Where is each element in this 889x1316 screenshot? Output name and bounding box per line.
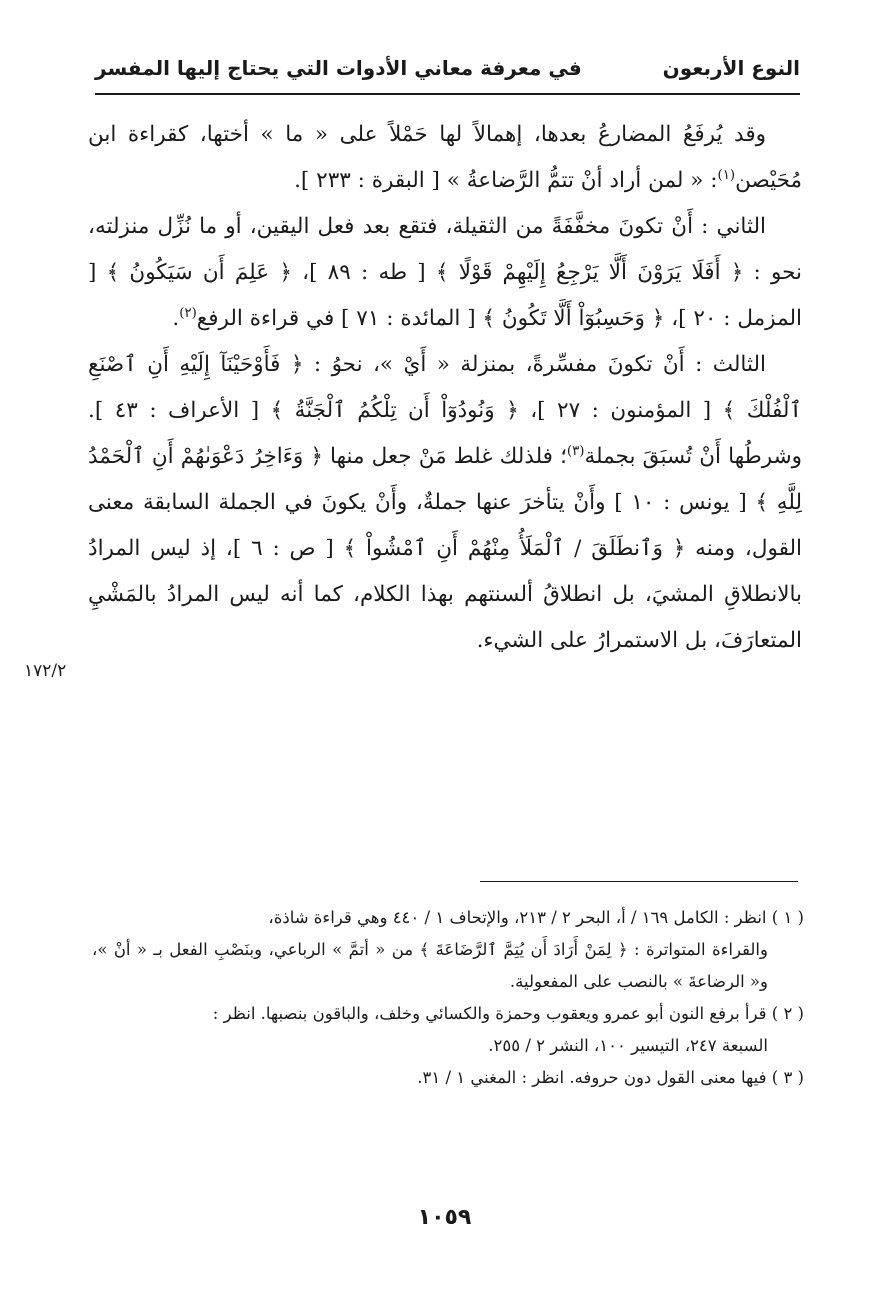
footnotes xyxy=(92,902,804,1094)
header-chapter-title: النوع الأربعون xyxy=(662,56,800,80)
footnote-1: ( ١ ) انظر : الكامل ١٦٩ / أ، البحر ٢ / ٢١٣، والإتحاف ١ / ٤٤٠ وهي قراءة شاذة، xyxy=(268,908,804,927)
footnote-ref-1[interactable]: (١) xyxy=(717,167,736,183)
footnote-1-continued: والقراءة المتواترة : ﴿ لِمَنْ أَرَادَ أَن يُتِمَّ ٱلرَّضَاعَةَ ﴾ من « أتمَّ » الرباعي، وبنَصْبِ الفعل بـ « أنْ »، و« الرضاعةَ » بالنصب على المفعولية. xyxy=(92,940,768,991)
header-section-title: في معرفة معاني الأدوات التي يحتاج إليها المفسر xyxy=(95,56,582,80)
paragraph-3: الثالث : أَنْ تكونَ مفسِّرةً، بمنزلة « أَيْ »، نحوُ : ﴿ فَأَوْحَيْنَآ إِلَيْهِ أَنِ ٱصْنَعِ ٱلْفُلْكَ ﴾ [ المؤمنون : ٢٧ ]، ﴿ وَنُودُوٓاْ أَن تِلْكُمُ ٱلْجَنَّةُ ﴾ [ الأعراف : ٤٣ ]. وشرطُها أَنْ تُسبَقَ بجملة$^{(٣)}$؛ فلذلك غلط مَنْ جعل منها ﴿ وَءَاخِرُ دَعْوَىٰهُمْ أَنِ ٱلْحَمْدُ لِلَّهِ ﴾ [ يونس : ١٠ ] وأَنْ يتأخرَ عنها جملةٌ، وأَنْ يكونَ في الجملة السابقة معنى القول، ومنه ﴿ وَٱنطَلَقَ / ٱلْمَلَأُ مِنْهُمْ أَنِ ٱمْشُواْ ﴾ [ ص : ٦ ]، إذ ليس المرادُ بالانطلاقِ المشيَ، بل انطلاقُ ألسنتهم بهذا الكلام، كما أنه ليس المرادُ بالمَشْيِ المتعارَفَ، بل الاستمرارُ على الشيء. xyxy=(88,352,803,653)
footnote-2: ( ٢ ) قرأ برفع النون أبو عمرو ويعقوب وحمزة والكسائي وخلف، والباقون بنصبها. انظر : xyxy=(212,1004,804,1023)
footnote-3-number: ( ٣ ) xyxy=(771,1068,804,1087)
footnote-ref-3[interactable]: (٣) xyxy=(566,443,585,459)
footnote-2-continued: السبعة ٢٤٧، التيسير ١٠٠، النشر ٢ / ٢٥٥. xyxy=(488,1036,768,1055)
main-text xyxy=(88,112,802,664)
paragraph-1: وقد يُرفَعُ المضارعُ بعدها، إهمالاً لها حَمْلاً على « ما » أختها، كقراءة ابن مُحَيْصن$^{(١)}$: « لمن أراد أنْ تتمُّ الرَّضاعةُ » [ البقرة : ٢٣٣ ]. xyxy=(88,122,802,193)
footnote-rule xyxy=(480,881,798,882)
footnote-ref-2[interactable]: (٢) xyxy=(179,305,197,321)
footnote-2-number: ( ٢ ) xyxy=(771,1004,804,1023)
paragraph-2: الثاني : أَنْ تكونَ مخفَّفَةً من الثقيلة، فتقع بعد فعل اليقين، أو ما نُزِّل منزلته، نحو : ﴿ أَفَلَا يَرَوْنَ أَلَّا يَرْجِعُ إِلَيْهِمْ قَوْلًا ﴾ [ طه : ٨٩ ]، ﴿ عَلِمَ أَن سَيَكُونُ ﴾ [ المزمل : ٢٠ ]، ﴿ وَحَسِبُوٓاْ أَلَّا تَكُونُ ﴾ [ المائدة : ٧١ ] في قراءة الرفع$^{(٢)}$. xyxy=(88,214,802,331)
margin-volume-page-ref: ١٧٢/٢ xyxy=(24,661,67,681)
page-number: ١٠٥٩ xyxy=(417,1205,472,1230)
running-header xyxy=(95,48,800,88)
footnote-3: ( ٣ ) فيها معنى القول دون حروفه. انظر : المغني ١ / ٣١. xyxy=(417,1068,804,1087)
footnote-1-number: ( ١ ) xyxy=(771,908,804,927)
header-rule xyxy=(95,93,800,95)
